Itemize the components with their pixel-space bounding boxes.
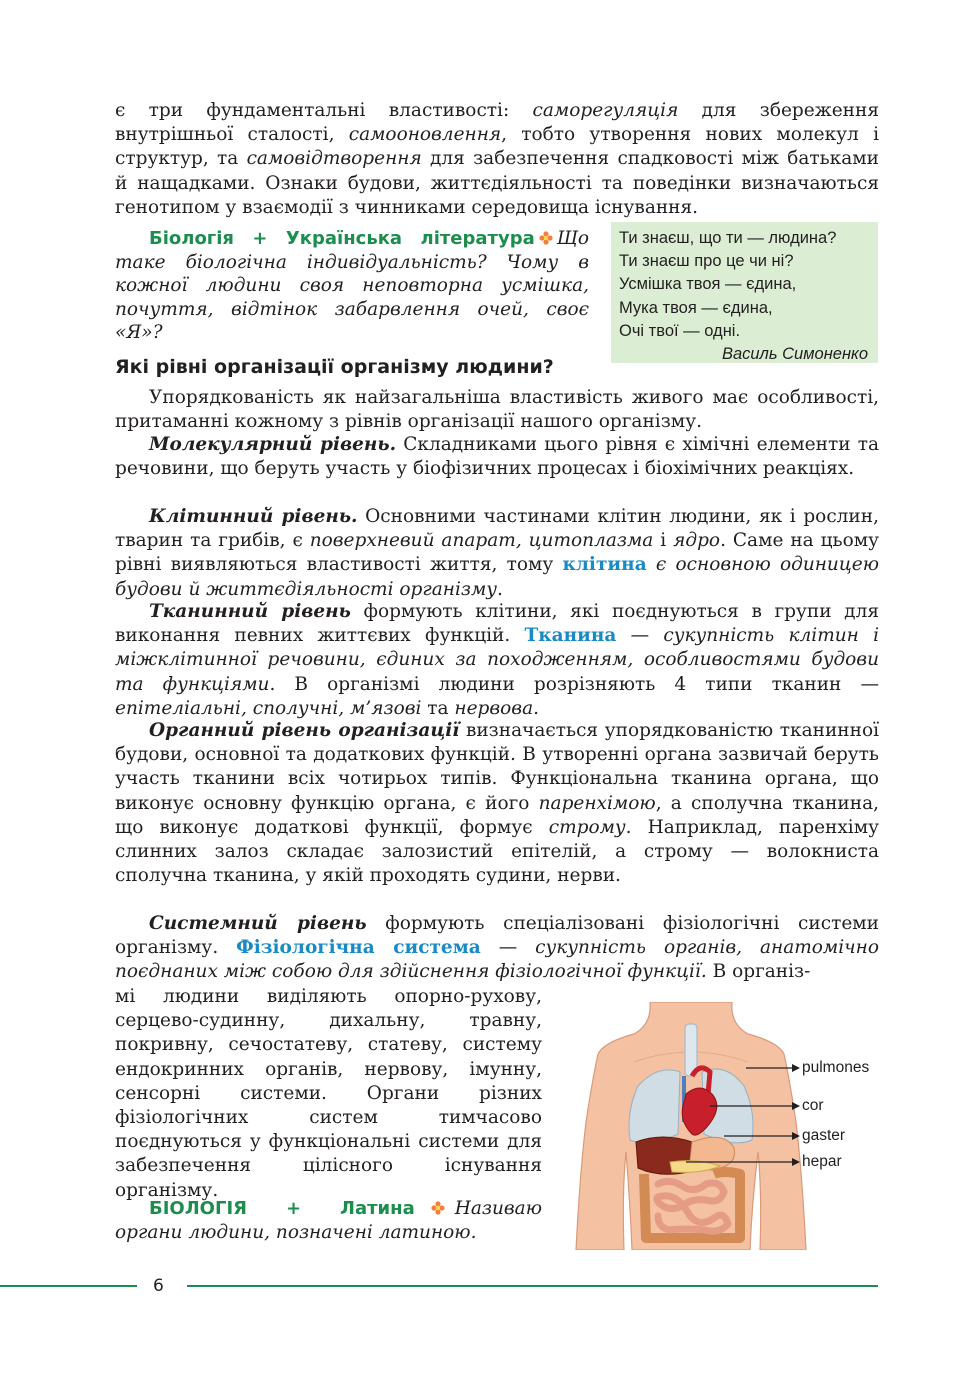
- page-number: 6: [153, 1276, 164, 1296]
- poem-line: Усмішка твоя — єдина,: [619, 275, 797, 294]
- poem-box: [611, 222, 878, 363]
- molecular-level-paragraph: Молекулярний рівень. Складниками цього рівня є хімічні елементи та речовини, що беруть участь у біофізичних процесах і біохімічних реакціях.: [115, 434, 879, 480]
- label-cor: cor: [802, 1097, 824, 1114]
- footer-rule-right: [187, 1285, 878, 1287]
- poem-line: Мука твоя — єдина,: [619, 298, 773, 317]
- organ-level-term: Органний рівень організації: [149, 720, 460, 741]
- poem-line: Очі твої — одні.: [619, 321, 741, 340]
- label-gaster: gaster: [802, 1127, 846, 1144]
- section-heading: Які рівні організації організму людини?: [115, 356, 554, 378]
- anatomy-figure: [574, 1002, 878, 1250]
- flower-icon: [431, 1201, 445, 1215]
- label-hepar: hepar: [802, 1153, 842, 1170]
- poem-line: Ти знаєш про це чи ні?: [619, 252, 794, 271]
- cellular-level-term: Клітинний рівень.: [149, 506, 358, 527]
- label-pulmones: pulmones: [802, 1059, 870, 1076]
- orderliness-paragraph: Упорядкованість як найзагальніша властивість живого має особливості, притаманні кожному з рівнів організації нашого організму.: [115, 387, 879, 433]
- tissue-level-paragraph: Тканинний рівень формують клітини, які поєднуються в групи для виконання певних життєвих функцій. Тканина — сукупність клітин і міжклітинної речовини, єдиних за походженням, особливостями будови та функціями. В організмі людини розрізняють 4 типи тканин — епітеліальні, сполучні, м’язові та нервова.: [115, 601, 880, 719]
- footer-rule-left: [0, 1285, 137, 1287]
- tissue-keyword: Тканина: [524, 625, 617, 647]
- flower-icon: [539, 231, 553, 245]
- organ-level-paragraph: Органний рівень організації визначається упорядкованістю тканинної будови, основної та додаткових функцій. В утворенні органа зазвичай беруть участь тканини всіх чотирьох типів. Функціональна тканина органа, що виконує основну функцію органа, є його паренхімою, а сполучна тканина, що виконує додаткові функції, формує строму. Наприклад, паренхіму слинних залоз складає залозистий епітелій, а строму — волокниста сполучна тканина, у якій проходять судини, нерви.: [115, 720, 880, 887]
- poem-author: Василь Симоненко: [721, 345, 868, 364]
- system-level-paragraph: Системний рівень формують спеціалізовані фізіологічні системи організму. Фізіологічна система — сукупність органів, анатомічно поєднаних між собою для здійснення фізіологічної функції. В організ-: [115, 913, 880, 983]
- poem-line: Ти знаєш, що ти — людина?: [619, 229, 837, 247]
- cell-keyword: клітина: [562, 554, 647, 576]
- intro-paragraph: є три фундаментальні властивості: саморегуляція для збереження внутрішньої сталості, самооновлення, тобто утворення нових молекул і структур, та самовідтворення для забезпечення спадковості між батьками й нащадками. Ознаки будови, життєдіяльності та поведінки визначаються генотипом у взаємодії з чинниками середовища існування.: [115, 100, 879, 218]
- cellular-level-paragraph: Клітинний рівень. Основними частинами клітин людини, як і рослин, тварин та грибів, є поверхневий апарат, цитоплазма і ядро. Саме на цьому рівні виявляються властивості життя, тому клітина є основною одиницею будови й життєдіяльності організму.: [115, 506, 880, 600]
- literature-box-title: Біологія + Українська література: [149, 228, 535, 249]
- tissue-level-term: Тканинний рівень: [149, 601, 351, 622]
- physiological-system-keyword: Фізіологічна система: [236, 937, 481, 959]
- latin-box-title: БІОЛОГІЯ + Латина: [149, 1198, 415, 1219]
- system-level-term: Системний рівень: [149, 913, 367, 934]
- torso-organs-illustration: [574, 1002, 878, 1250]
- latin-task: БІОЛОГІЯ + Латина Називаю органи людини, позначені латиною.: [115, 1198, 542, 1244]
- molecular-level-term: Молекулярний рівень.: [149, 434, 397, 455]
- literature-question: Біологія + Українська література Що таке біологічна індивідуальність? Чому в кожної людини своя неповторна усмішка, почуття, відтінок забарвлення очей, своє «Я»?: [115, 228, 589, 344]
- system-list-paragraph: мі людини виділяють опорно-рухову, серцево-судинну, дихальну, травну, покривну, сечостатеву, статеву, систему ендокринних органів, нервову, імунну, сенсорні системи. Органи різних фізіологічних систем тимчасово поєднуються у функціональні системи для забезпечення цілісного існування організму.: [115, 986, 542, 1201]
